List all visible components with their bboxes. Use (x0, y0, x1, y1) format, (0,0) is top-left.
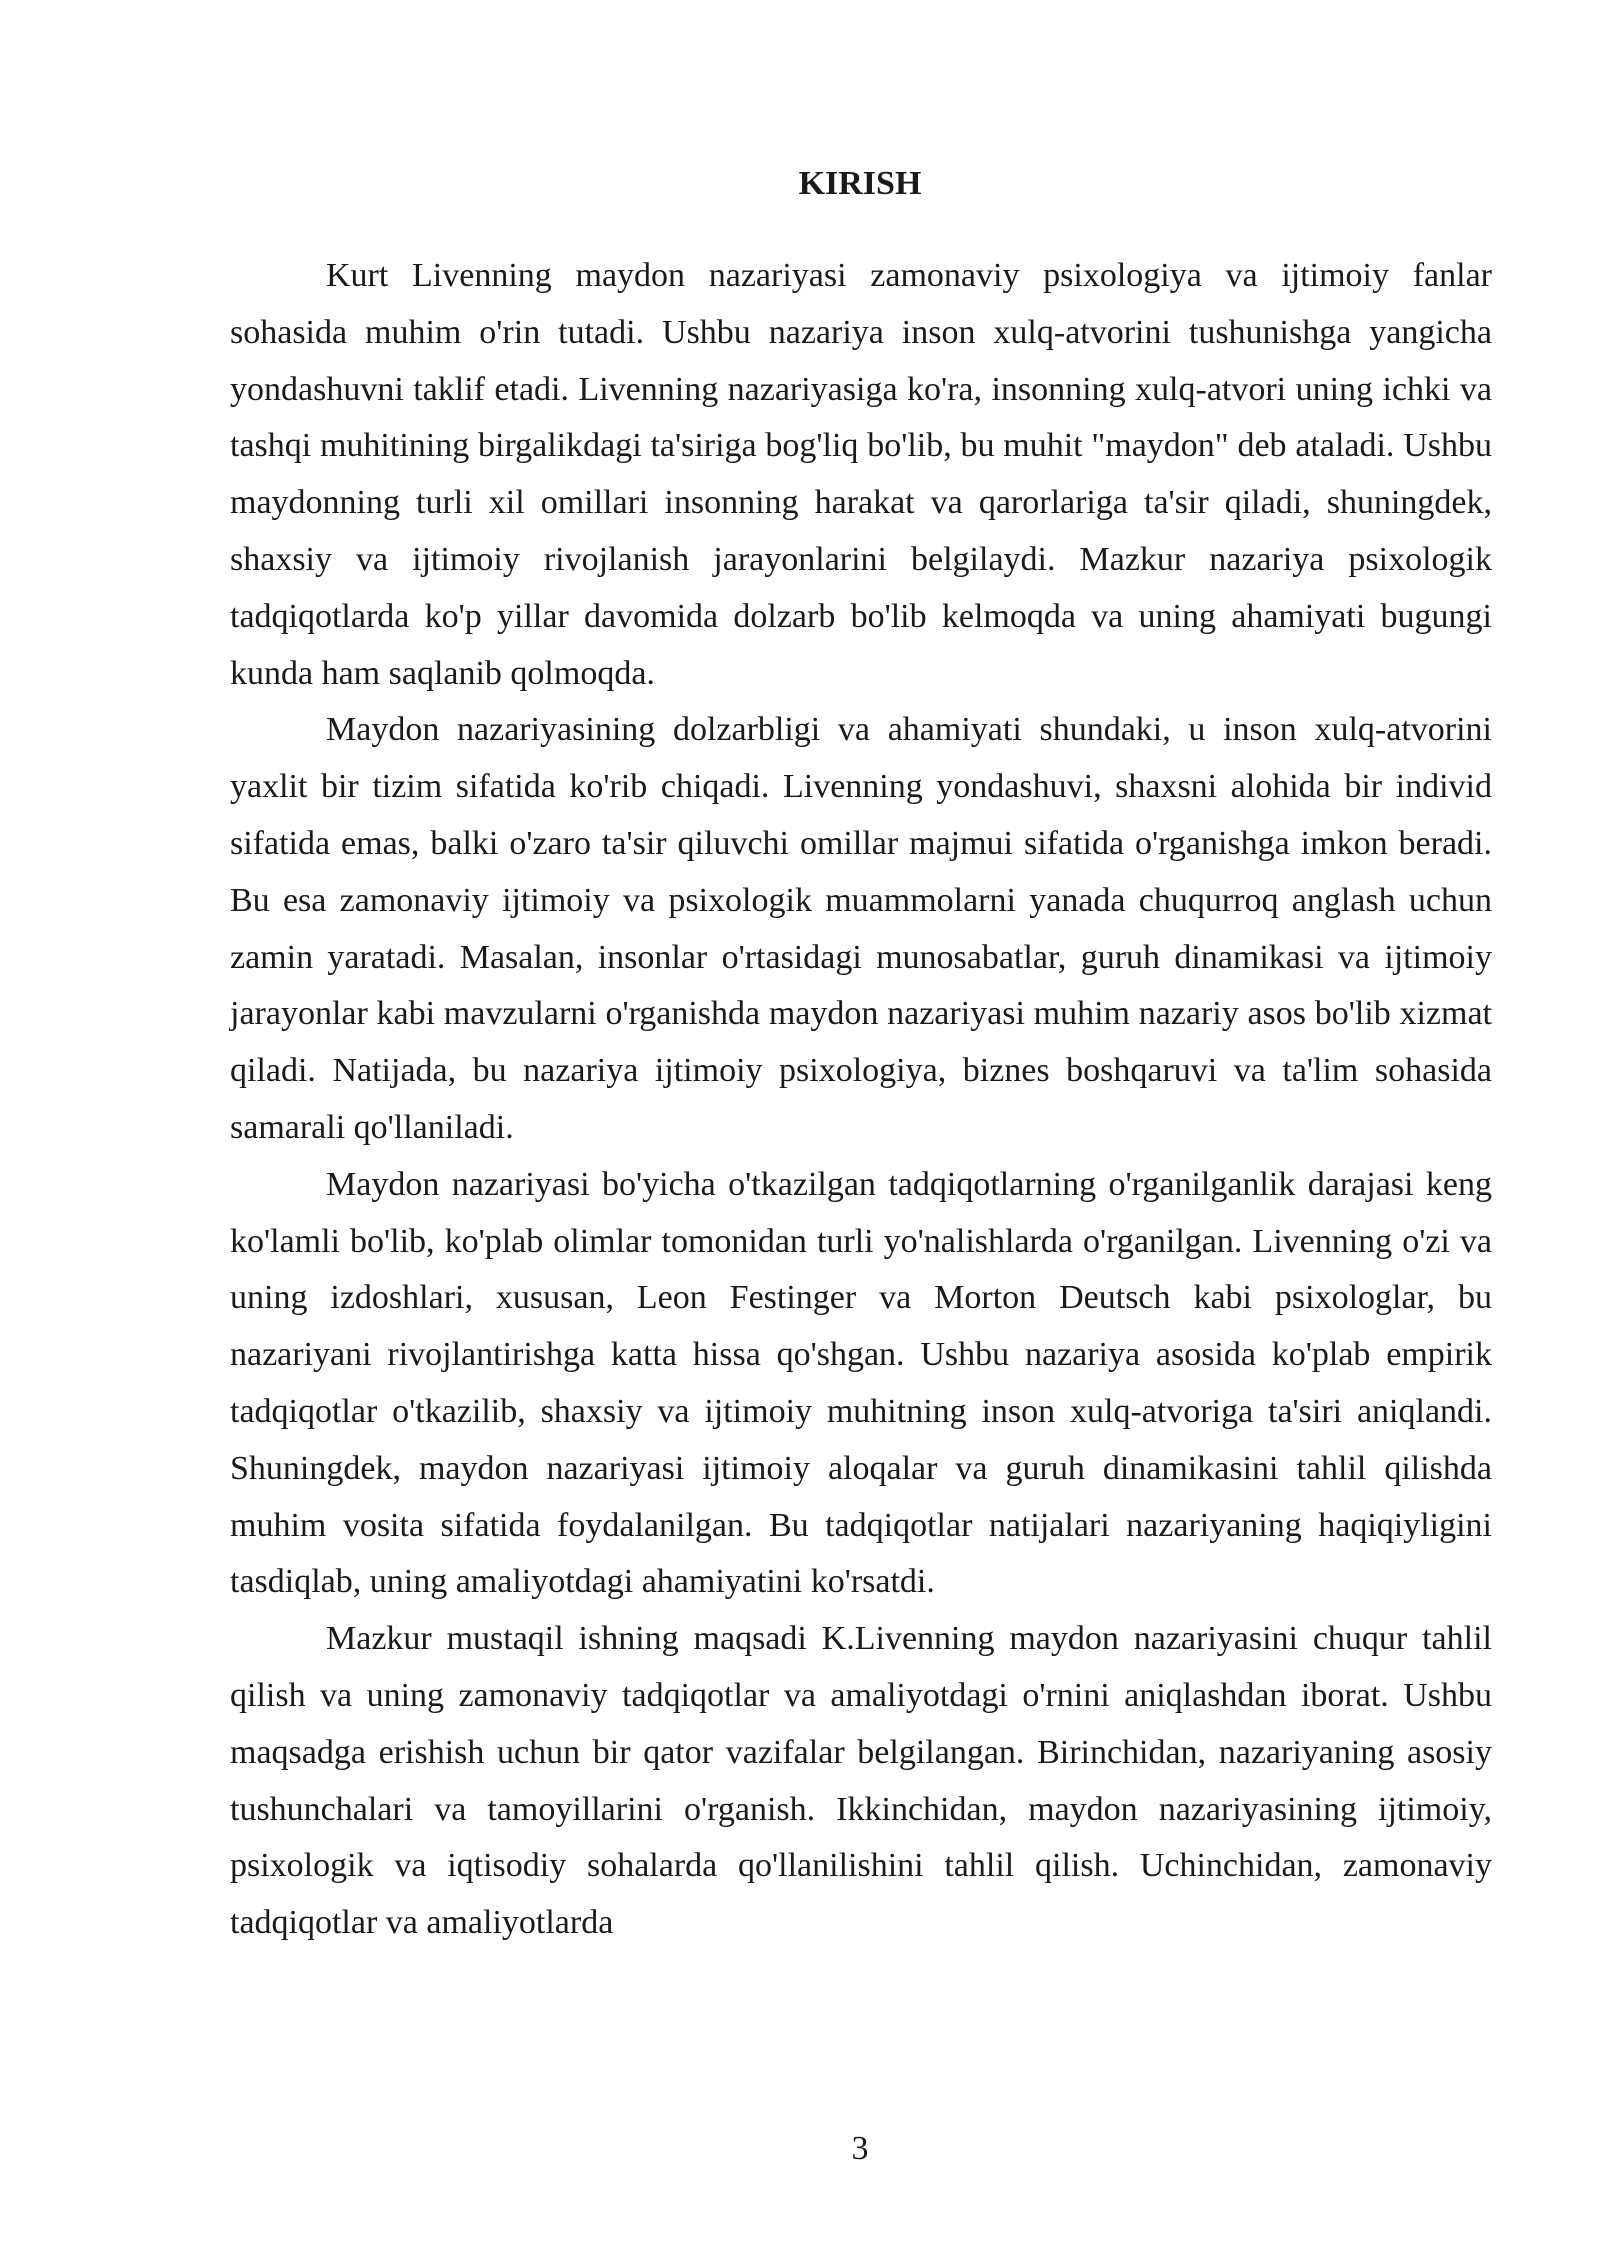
paragraph: Maydon nazariyasi bo'yicha o'tkazilgan tadqiqotlarning o'rganilganlik darajasi keng ko'lamli bo'lib, ko'plab olimlar tomonidan turli yo'nalishlarda o'rganilgan. Livenning o'zi va uning izdoshlari, xususan, Leon Festinger va Morton Deutsch kabi psixologlar, bu nazariyani rivojlantirishga katta hissa qo'shgan. Ushbu nazariya asosida ko'plab empirik tadqiqotlar o'tkazilib, shaxsiy va ijtimoiy muhitning inson xulq-atvoriga ta'siri aniqlandi. Shuningdek, maydon nazariyasi ijtimoiy aloqalar va guruh dinamikasini tahlil qilishda muhim vosita sifatida foydalanilgan. Bu tadqiqotlar natijalari nazariyaning haqiqiyligini tasdiqlab, uning amaliyotdagi ahamiyatini ko'rsatdi. (230, 1165, 1492, 1601)
page-title: KIRISH (798, 165, 922, 202)
paragraph: Maydon nazariyasining dolzarbligi va ahamiyati shundaki, u inson xulq-atvorini yaxlit bir tizim sifatida ko'rib chiqadi. Livenning yondashuvi, shaxsni alohida bir individ sifatida emas, balki o'zaro ta'sir qiluvchi omillar majmui sifatida o'rganishga imkon beradi. Bu esa zamonaviy ijtimoiy va psixologik muammolarni yanada chuqurroq anglash uchun zamin yaratadi. Masalan, insonlar o'rtasidagi munosabatlar, guruh dinamikasi va ijtimoiy jarayonlar kabi mavzularni o'rganishda maydon nazariyasi muhim nazariy asos bo'lib xizmat qiladi. Natijada, bu nazariya ijtimoiy psixologiya, biznes boshqaruvi va ta'lim sohasida samarali qo'llaniladi. (230, 711, 1492, 1146)
paragraph: Kurt Livenning maydon nazariyasi zamonaviy psixologiya va ijtimoiy fanlar sohasida muhim o'rin tutadi. Ushbu nazariya inson xulq-atvorini tushunishga yangicha yondashuvni taklif etadi. Livenning nazariyasiga ko'ra, insonning xulq-atvori uning ichki va tashqi muhitining birgalikdagi ta'siriga bog'liq bo'lib, bu muhit "maydon" deb ataladi. Ushbu maydonning turli xil omillari insonning harakat va qarorlariga ta'sir qiladi, shuningdek, shaxsiy va ijtimoiy rivojlanish jarayonlarini belgilaydi. Mazkur nazariya psixologik tadqiqotlarda ko'p yillar davomida dolzarb bo'lib kelmoqda va uning ahamiyati bugungi kunda ham saqlanib qolmoqda. (230, 257, 1492, 692)
paragraph: Mazkur mustaqil ishning maqsadi K.Livenning maydon nazariyasini chuqur tahlil qilish va uning zamonaviy tadqiqotlar va amaliyotdagi o'rnini aniqlashdan iborat. Ushbu maqsadga erishish uchun bir qator vazifalar belgilangan. Birinchidan, nazariyaning asosiy tushunchalari va tamoyillarini o'rganish. Ikkinchidan, maydon nazariyasining ijtimoiy, psixologik va iqtisodiy sohalarda qo'llanilishini tahlil qilish. Uchinchidan, zamonaviy tadqiqotlar va amaliyotlarda (230, 1620, 1492, 1942)
page-number: 3 (851, 2130, 869, 2167)
document-body (230, 248, 1492, 1952)
